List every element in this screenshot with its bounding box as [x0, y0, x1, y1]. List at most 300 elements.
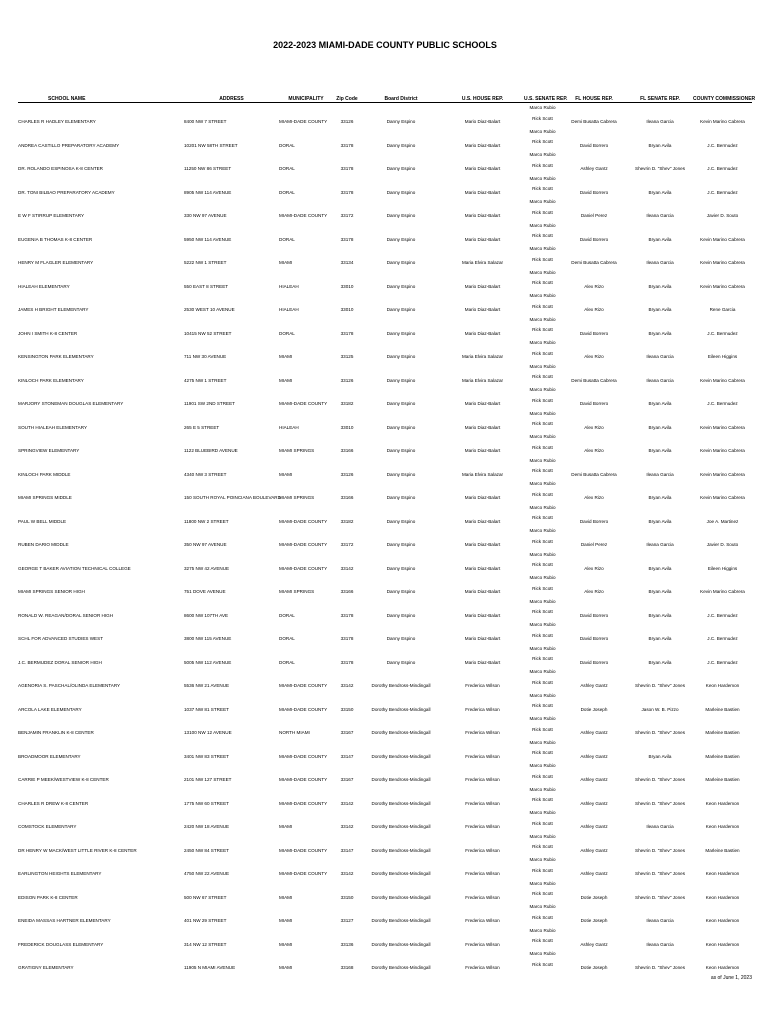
board-district-cell: Danny Espino — [386, 307, 416, 312]
board-district-cell: Dorothy Bendross-Mindingall — [371, 941, 431, 947]
county-commissioner-cell: J.C. Bermudez — [707, 142, 738, 148]
address-cell: 1037 NW 81 STREET — [184, 706, 229, 712]
table-row — [18, 620, 752, 644]
senator-1: Marco Rubio — [529, 504, 556, 510]
us-house-rep-cell: Mario Diaz-Balart — [464, 518, 501, 524]
us-house-rep-cell: Mario Diaz-Balart — [464, 495, 501, 500]
address-cell: 8600 NW 107TH AVE — [184, 612, 229, 618]
school-name-cell: MARJORY STONEMAN DOUGLAS ELEMENTARY — [18, 401, 124, 406]
municipality-cell: DORAL — [279, 636, 295, 641]
senator-2: Rick Scott — [532, 585, 553, 591]
senator-1: Marco Rubio — [529, 786, 556, 792]
zip-code-cell: 33172 — [340, 213, 354, 218]
header-fl-senate-rep: FL SENATE REP. — [627, 90, 693, 103]
municipality-cell: MIAMI-DADE COUNTY — [279, 542, 328, 547]
board-district-cell: Danny Espino — [386, 636, 416, 641]
table-row — [18, 103, 752, 127]
fl-house-rep-cell: Ashley Gantz — [580, 753, 608, 759]
table-row — [18, 902, 752, 926]
table-row — [18, 409, 752, 433]
school-name-cell: AGENORIA S. PASCHAL/OLINDA ELEMENTARY — [18, 683, 121, 688]
us-senate-rep-cell — [524, 409, 561, 433]
address-cell: 314 NW 12 STREET — [184, 941, 227, 947]
board-district-cell: Danny Espino — [386, 166, 416, 171]
us-senate-rep-cell — [524, 291, 561, 315]
us-house-rep-cell: Mario Diaz-Balart — [464, 213, 501, 218]
address-cell: 11800 NW 2 STREET — [184, 518, 229, 524]
us-house-rep-cell: Mario Diaz-Balart — [464, 659, 501, 665]
fl-house-rep-cell: Alex Rizo — [584, 565, 604, 571]
senator-2: Rick Scott — [532, 139, 553, 145]
county-commissioner-cell: Kevin Marino Cabrera — [700, 283, 745, 289]
school-name-cell: DR. ROLANDO ESPINOSA K-8 CENTER — [18, 166, 104, 171]
municipality-cell: DORAL — [279, 659, 295, 665]
county-commissioner-cell: Kevin Marino Cabrera — [700, 424, 745, 430]
senator-2: Rick Scott — [532, 914, 553, 920]
county-commissioner-cell: Keon Hardemon — [705, 941, 740, 947]
county-commissioner-cell: Kevin Marino Cabrera — [700, 495, 745, 500]
senator-2: Rick Scott — [532, 797, 553, 803]
municipality-cell: MIAMI-DADE COUNTY — [279, 800, 328, 806]
us-house-rep-cell: Mario Diaz-Balart — [464, 119, 501, 124]
address-cell: 11250 NW 86 STREET — [184, 166, 232, 171]
municipality-cell: MIAMI SPRINGS — [279, 589, 315, 594]
table-row — [18, 197, 752, 221]
senator-2: Rick Scott — [532, 421, 553, 427]
board-district-cell: Dorothy Bendross-Mindingall — [371, 730, 431, 735]
us-senate-rep-cell — [524, 855, 561, 879]
fl-house-rep-cell: Alex Rizo — [584, 354, 604, 359]
municipality-cell: NORTH MIAMI — [279, 730, 310, 735]
us-senate-rep-cell — [524, 902, 561, 926]
us-house-rep-cell: Mario Diaz-Balart — [464, 565, 501, 571]
us-house-rep-cell: Frederica Wilson — [465, 847, 500, 853]
municipality-cell: MIAMI-DADE COUNTY — [279, 706, 328, 712]
municipality-cell: MIAMI-DADE COUNTY — [279, 683, 328, 688]
fl-senate-rep-cell: Shevrin D. "Shev" Jones — [635, 166, 685, 171]
fl-senate-rep-cell: Bryan Avila — [648, 401, 672, 406]
fl-senate-rep-cell: Bryan Avila — [648, 518, 672, 524]
municipality-cell: MIAMI — [279, 894, 293, 900]
municipality-cell: MIAMI-DADE COUNTY — [279, 565, 328, 571]
senator-1: Marco Rubio — [529, 340, 556, 345]
county-commissioner-cell: Eileen Higgins — [707, 565, 738, 571]
zip-code-cell: 33142 — [340, 800, 354, 806]
fl-senate-rep-cell: Bryan Avila — [648, 236, 672, 242]
senator-1: Marco Rubio — [529, 528, 556, 533]
as-of-date: as of June 1, 2023 — [710, 975, 752, 981]
municipality-cell: HIALEAH — [279, 424, 299, 430]
county-commissioner-cell: Kevin Marino Cabrera — [700, 119, 745, 124]
fl-house-rep-cell: David Borrero — [579, 330, 609, 336]
school-name-cell: E W F STIRRUP ELEMENTARY — [18, 213, 85, 218]
fl-senate-rep-cell: Bryan Avila — [648, 636, 672, 641]
fl-house-rep-cell: Ashley Gantz — [580, 941, 608, 947]
fl-senate-rep-cell: Bryan Avila — [648, 659, 672, 665]
address-cell: 1775 NW 60 STREET — [184, 800, 229, 806]
zip-code-cell: 33182 — [340, 401, 354, 406]
board-district-cell: Danny Espino — [386, 471, 416, 477]
fl-senate-rep-cell: Shevrin D. "Shev" Jones — [635, 847, 685, 853]
us-house-rep-cell: Mario Diaz-Balart — [464, 589, 501, 594]
county-commissioner-cell: Kevin Marino Cabrera — [700, 236, 745, 242]
senator-2: Rick Scott — [532, 491, 553, 497]
header-us-senate-rep: U.S. SENATE REP. — [524, 90, 561, 103]
county-commissioner-cell: Rene Garcia — [709, 307, 736, 312]
header-zip-code: Zip Code — [333, 90, 361, 103]
county-commissioner-cell: Keon Hardemon — [705, 683, 740, 688]
table-row — [18, 597, 752, 621]
address-cell: 330 NW 97 AVENUE — [184, 213, 227, 218]
municipality-cell: MIAMI — [279, 824, 293, 829]
board-district-cell: Danny Espino — [386, 659, 416, 665]
senator-1: Marco Rubio — [529, 175, 556, 181]
zip-code-cell: 33178 — [340, 330, 354, 336]
fl-senate-rep-cell: Bryan Avila — [648, 495, 672, 500]
county-commissioner-cell: Keon Hardemon — [705, 871, 740, 876]
zip-code-cell: 33167 — [340, 777, 354, 782]
fl-senate-rep-cell: Shevrin D. "Shev" Jones — [635, 777, 685, 782]
zip-code-cell: 33172 — [340, 542, 354, 547]
school-name-cell: DR HENRY W MACK/WEST LITTLE RIVER K-8 CENTER — [18, 847, 137, 853]
senator-1: Marco Rubio — [529, 293, 556, 298]
county-commissioner-cell: Keon Hardemon — [705, 800, 740, 806]
fl-senate-rep-cell: Ileana Garcia — [646, 824, 674, 829]
fl-house-rep-cell: Ashley Gantz — [580, 800, 608, 806]
fl-house-rep-cell: David Borrero — [579, 189, 609, 195]
us-house-rep-cell: Mario Diaz-Balart — [464, 142, 501, 148]
school-name-cell: KENSINGTON PARK ELEMENTARY — [18, 354, 94, 359]
senator-2: Rick Scott — [532, 468, 553, 474]
table-row — [18, 526, 752, 550]
address-cell: 2450 NW 84 STREET — [184, 847, 229, 853]
board-district-cell: Danny Espino — [386, 518, 416, 524]
senator-1: Marco Rubio — [529, 951, 556, 956]
school-name-cell: ARCOLA LAKE ELEMENTARY — [18, 706, 82, 712]
senator-1: Marco Rubio — [529, 880, 556, 886]
address-cell: 401 NW 29 STREET — [184, 918, 227, 923]
us-house-rep-cell: Frederica Wilson — [465, 941, 500, 947]
address-cell: 4750 NW 22 AVENUE — [184, 871, 230, 876]
fl-house-rep-cell: Ashley Gantz — [580, 871, 608, 876]
table-row — [18, 503, 752, 527]
senator-2: Rick Scott — [532, 961, 553, 967]
school-name-cell: CHARLES R DREW K-8 CENTER — [18, 800, 89, 806]
address-cell: 3401 NW 83 STREET — [184, 753, 229, 759]
header-municipality: MUNICIPALITY — [279, 90, 333, 103]
municipality-cell: MIAMI — [279, 918, 293, 923]
table-row — [18, 385, 752, 409]
table-row — [18, 808, 752, 832]
county-commissioner-cell: Marleine Bastien — [705, 777, 740, 782]
municipality-cell: MIAMI — [279, 377, 293, 383]
us-senate-rep-cell — [524, 879, 561, 903]
senator-1: Marco Rubio — [529, 410, 556, 416]
board-district-cell: Dorothy Bendross-Mindingall — [371, 918, 431, 923]
address-cell: 11901 SW 2ND STREET — [184, 401, 235, 406]
county-commissioner-cell: Marleine Bastien — [705, 730, 740, 735]
senator-1: Marco Rubio — [529, 622, 556, 627]
header-us-house-rep: U.S. HOUSE REP. — [441, 90, 524, 103]
senator-1: Marco Rubio — [529, 692, 556, 698]
header-board-district: Board District — [361, 90, 441, 103]
table-row — [18, 832, 752, 856]
school-name-cell: CARRIE P MEEK/WESTVIEW K-8 CENTER — [18, 777, 109, 782]
board-district-cell: Danny Espino — [386, 377, 416, 383]
table-row — [18, 644, 752, 668]
address-cell: 4340 NW 3 STREET — [184, 471, 227, 477]
senator-1: Marco Rubio — [529, 316, 556, 322]
fl-house-rep-cell: Ashley Gantz — [580, 847, 608, 853]
school-name-cell: BROADMOOR ELEMENTARY — [18, 753, 81, 759]
school-name-cell: JOHN I SMITH K-8 CENTER — [18, 330, 78, 336]
us-house-rep-cell: Frederica Wilson — [465, 683, 500, 688]
fl-house-rep-cell: Ashley Gantz — [580, 166, 608, 171]
senator-2: Rick Scott — [532, 303, 553, 309]
us-senate-rep-cell — [524, 597, 561, 621]
address-cell: 751 DOVE AVENUE — [184, 589, 226, 594]
county-commissioner-cell: J.C. Bermudez — [707, 401, 738, 406]
address-cell: 10415 NW 52 STREET — [184, 330, 232, 336]
fl-house-rep-cell: Alex Rizo — [584, 307, 604, 312]
zip-code-cell: 33142 — [340, 683, 354, 688]
county-commissioner-cell: Kevin Marino Cabrera — [700, 471, 745, 477]
municipality-cell: MIAMI SPRINGS — [279, 448, 315, 453]
us-senate-rep-cell — [524, 550, 561, 574]
fl-senate-rep-cell: Ileana Garcia — [646, 213, 674, 218]
table-row — [18, 738, 752, 762]
county-commissioner-cell: J.C. Bermudez — [707, 636, 738, 641]
school-name-cell: JAMES H BRIGHT ELEMENTARY — [18, 307, 89, 312]
zip-code-cell: 33126 — [340, 377, 354, 383]
senator-1: Marco Rubio — [529, 927, 556, 933]
us-senate-rep-cell — [524, 785, 561, 809]
address-cell: 3275 NW 42 AVENUE — [184, 565, 230, 571]
school-name-cell: HENRY M FLAGLER ELEMENTARY — [18, 260, 94, 265]
board-district-cell: Dorothy Bendross-Mindingall — [371, 753, 431, 759]
fl-senate-rep-cell: Ileana Garcia — [646, 119, 674, 124]
municipality-cell: DORAL — [279, 142, 295, 148]
municipality-cell: DORAL — [279, 166, 295, 171]
senator-2: Rick Scott — [532, 867, 553, 873]
fl-house-rep-cell: Dotie Joseph — [580, 706, 608, 712]
senator-1: Marco Rubio — [529, 246, 556, 251]
county-commissioner-cell: Javier D. Souto — [706, 213, 739, 218]
us-house-rep-cell: Mario Diaz-Balart — [464, 166, 501, 171]
zip-code-cell: 33010 — [340, 283, 354, 289]
county-commissioner-cell: Keon Hardemon — [705, 894, 740, 900]
us-house-rep-cell: Mario Diaz-Balart — [464, 448, 501, 453]
senator-2: Rick Scott — [532, 609, 553, 615]
address-cell: 1122 BLUEBIRD AVENUE — [184, 448, 238, 453]
school-name-cell: DR. TONI BILBAO PREPARATORY ACADEMY — [18, 189, 115, 195]
us-senate-rep-cell — [524, 456, 561, 480]
municipality-cell: DORAL — [279, 236, 295, 242]
board-district-cell: Danny Espino — [386, 283, 416, 289]
municipality-cell: MIAMI-DADE COUNTY — [279, 213, 328, 218]
fl-senate-rep-cell: Shevrin D. "Shev" Jones — [635, 800, 685, 806]
address-cell: 350 NW 97 AVENUE — [184, 542, 227, 547]
zip-code-cell: 33142 — [340, 824, 354, 829]
school-name-cell: BENJAMIN FRANKLIN K-8 CENTER — [18, 730, 94, 735]
board-district-cell: Danny Espino — [386, 448, 416, 453]
board-district-cell: Danny Espino — [386, 330, 416, 336]
zip-code-cell: 33150 — [340, 894, 354, 900]
us-senate-rep-cell — [524, 761, 561, 785]
senator-2: Rick Scott — [532, 562, 553, 568]
board-district-cell: Danny Espino — [386, 354, 416, 359]
school-name-cell: ENEIDA MASSAS HARTNER ELEMENTARY — [18, 918, 111, 923]
us-senate-rep-cell — [524, 926, 561, 950]
us-house-rep-cell: Frederica Wilson — [465, 871, 500, 876]
county-commissioner-cell: Keon Hardemon — [705, 965, 740, 970]
zip-code-cell: 33167 — [340, 730, 354, 735]
school-name-cell: SCHL FOR ADVANCED STUDIES WEST — [18, 636, 103, 641]
school-name-cell: J.C. BERMUDEZ DORAL SENIOR HIGH — [18, 659, 102, 665]
address-cell: 5222 NW 1 STREET — [184, 260, 227, 265]
fl-senate-rep-cell: Ileana Garcia — [646, 918, 674, 923]
us-house-rep-cell: Mario Diaz-Balart — [464, 189, 501, 195]
municipality-cell: MIAMI — [279, 354, 293, 359]
header-address: ADDRESS — [184, 90, 279, 103]
us-senate-rep-cell — [524, 103, 561, 127]
county-commissioner-cell: Kevin Marino Cabrera — [700, 589, 745, 594]
fl-house-rep-cell: Alex Rizo — [584, 424, 604, 430]
county-commissioner-cell: J.C. Bermudez — [707, 166, 738, 171]
table-row — [18, 761, 752, 785]
senator-2: Rick Scott — [532, 374, 553, 380]
fl-house-rep-cell: Alex Rizo — [584, 589, 604, 594]
school-name-cell: EDISON PARK K-8 CENTER — [18, 894, 78, 900]
senator-1: Marco Rubio — [529, 152, 556, 157]
senator-1: Marco Rubio — [529, 763, 556, 768]
county-commissioner-cell: Kevin Marino Cabrera — [700, 448, 745, 453]
board-district-cell: Dorothy Bendross-Mindingall — [371, 965, 431, 970]
fl-senate-rep-cell: Bryan Avila — [648, 330, 672, 336]
table-row — [18, 714, 752, 738]
senator-2: Rick Scott — [532, 162, 553, 168]
municipality-cell: DORAL — [279, 330, 295, 336]
us-house-rep-cell: Maria Elvira Salazar — [461, 354, 504, 359]
us-senate-rep-cell — [524, 738, 561, 762]
municipality-cell: MIAMI-DADE COUNTY — [279, 518, 328, 524]
fl-house-rep-cell: Ashley Gantz — [580, 824, 608, 829]
county-commissioner-cell: J.C. Bermudez — [707, 189, 738, 195]
board-district-cell: Danny Espino — [386, 542, 416, 547]
table-row — [18, 432, 752, 456]
municipality-cell: DORAL — [279, 189, 295, 195]
address-cell: 8905 NW 114 AVENUE — [184, 189, 232, 195]
school-name-cell: HIALEAH ELEMENTARY — [18, 283, 70, 289]
address-cell: 711 NW 30 AVENUE — [184, 354, 227, 359]
county-commissioner-cell: Keon Hardemon — [705, 824, 740, 829]
school-name-cell: KINLOCH PARK ELEMENTARY — [18, 377, 84, 383]
zip-code-cell: 33150 — [340, 706, 354, 712]
fl-senate-rep-cell: Bryan Avila — [648, 448, 672, 453]
county-commissioner-cell: Kevin Marino Cabrera — [700, 260, 745, 265]
fl-house-rep-cell: Demi Busatta Cabrera — [571, 119, 617, 124]
municipality-cell: DORAL — [279, 612, 295, 618]
municipality-cell: MIAMI — [279, 471, 293, 477]
fl-house-rep-cell: Ashley Gantz — [580, 777, 608, 782]
table-row — [18, 362, 752, 386]
senator-1: Marco Rubio — [529, 387, 556, 392]
board-district-cell: Danny Espino — [386, 424, 416, 430]
zip-code-cell: 33125 — [340, 354, 354, 359]
fl-senate-rep-cell: Ileana Garcia — [646, 377, 674, 383]
fl-senate-rep-cell: Shevrin D. "Shev" Jones — [635, 730, 685, 735]
us-senate-rep-cell — [524, 244, 561, 268]
fl-senate-rep-cell: Bryan Avila — [648, 565, 672, 571]
fl-house-rep-cell: Dotie Joseph — [580, 965, 608, 970]
fl-senate-rep-cell: Ileana Garcia — [646, 471, 674, 477]
table-row — [18, 691, 752, 715]
board-district-cell: Dorothy Bendross-Mindingall — [371, 683, 431, 688]
us-house-rep-cell: Mario Diaz-Balart — [464, 542, 501, 547]
county-commissioner-cell: Javier D. Souto — [706, 542, 739, 547]
address-cell: 13100 NW 12 AVENUE — [184, 730, 232, 735]
zip-code-cell: 33166 — [340, 448, 354, 453]
us-house-rep-cell: Maria Elvira Salazar — [461, 260, 504, 265]
us-house-rep-cell: Mario Diaz-Balart — [464, 330, 501, 336]
address-cell: 2101 NW 127 STREET — [184, 777, 232, 782]
senator-1: Marco Rubio — [529, 669, 556, 674]
table-row — [18, 785, 752, 809]
senator-2: Rick Scott — [532, 280, 553, 286]
fl-senate-rep-cell: Bryan Avila — [648, 307, 672, 312]
board-district-cell: Dorothy Bendross-Mindingall — [371, 706, 431, 712]
zip-code-cell: 33147 — [340, 847, 354, 853]
senator-2: Rick Scott — [532, 350, 553, 356]
fl-house-rep-cell: Ashley Gantz — [580, 683, 608, 688]
board-district-cell: Danny Espino — [386, 589, 416, 594]
school-name-cell: PAUL W BELL MIDDLE — [18, 518, 67, 524]
senator-2: Rick Scott — [532, 397, 553, 403]
fl-house-rep-cell: David Borrero — [579, 659, 609, 665]
us-house-rep-cell: Frederica Wilson — [465, 753, 500, 759]
senator-2: Rick Scott — [532, 679, 553, 685]
zip-code-cell: 33168 — [340, 965, 354, 970]
us-senate-rep-cell — [524, 573, 561, 597]
fl-senate-rep-cell: Bryan Avila — [648, 753, 672, 759]
school-name-cell: KINLOCH PARK MIDDLE — [18, 471, 71, 477]
us-house-rep-cell: Frederica Wilson — [465, 918, 500, 923]
fl-senate-rep-cell: Shevrin D. "Shev" Jones — [635, 965, 685, 970]
zip-code-cell: 33166 — [340, 495, 354, 500]
zip-code-cell: 33142 — [340, 871, 354, 876]
header-school-name: SCHOOL NAME — [18, 90, 184, 103]
senator-2: Rick Scott — [532, 632, 553, 638]
fl-senate-rep-cell: Bryan Avila — [648, 142, 672, 148]
table-row — [18, 150, 752, 174]
zip-code-cell: 33010 — [340, 424, 354, 430]
us-senate-rep-cell — [524, 620, 561, 644]
senator-2: Rick Scott — [532, 938, 553, 944]
fl-senate-rep-cell: Bryan Avila — [648, 283, 672, 289]
zip-code-cell: 33134 — [340, 260, 354, 265]
senator-2: Rick Scott — [532, 820, 553, 826]
table-row — [18, 479, 752, 503]
school-name-cell: EARLINGTON HEIGHTS ELEMENTARY — [18, 871, 102, 876]
senator-2: Rick Scott — [532, 538, 553, 544]
fl-house-rep-cell: Dotie Joseph — [580, 918, 608, 923]
senator-2: Rick Scott — [532, 256, 553, 262]
table-row — [18, 315, 752, 339]
address-cell: 5005 NW 112 AVENUE — [184, 659, 232, 665]
senator-1: Marco Rubio — [529, 363, 556, 369]
us-house-rep-cell: Frederica Wilson — [465, 965, 500, 970]
county-commissioner-cell: J.C. Bermudez — [707, 659, 738, 665]
